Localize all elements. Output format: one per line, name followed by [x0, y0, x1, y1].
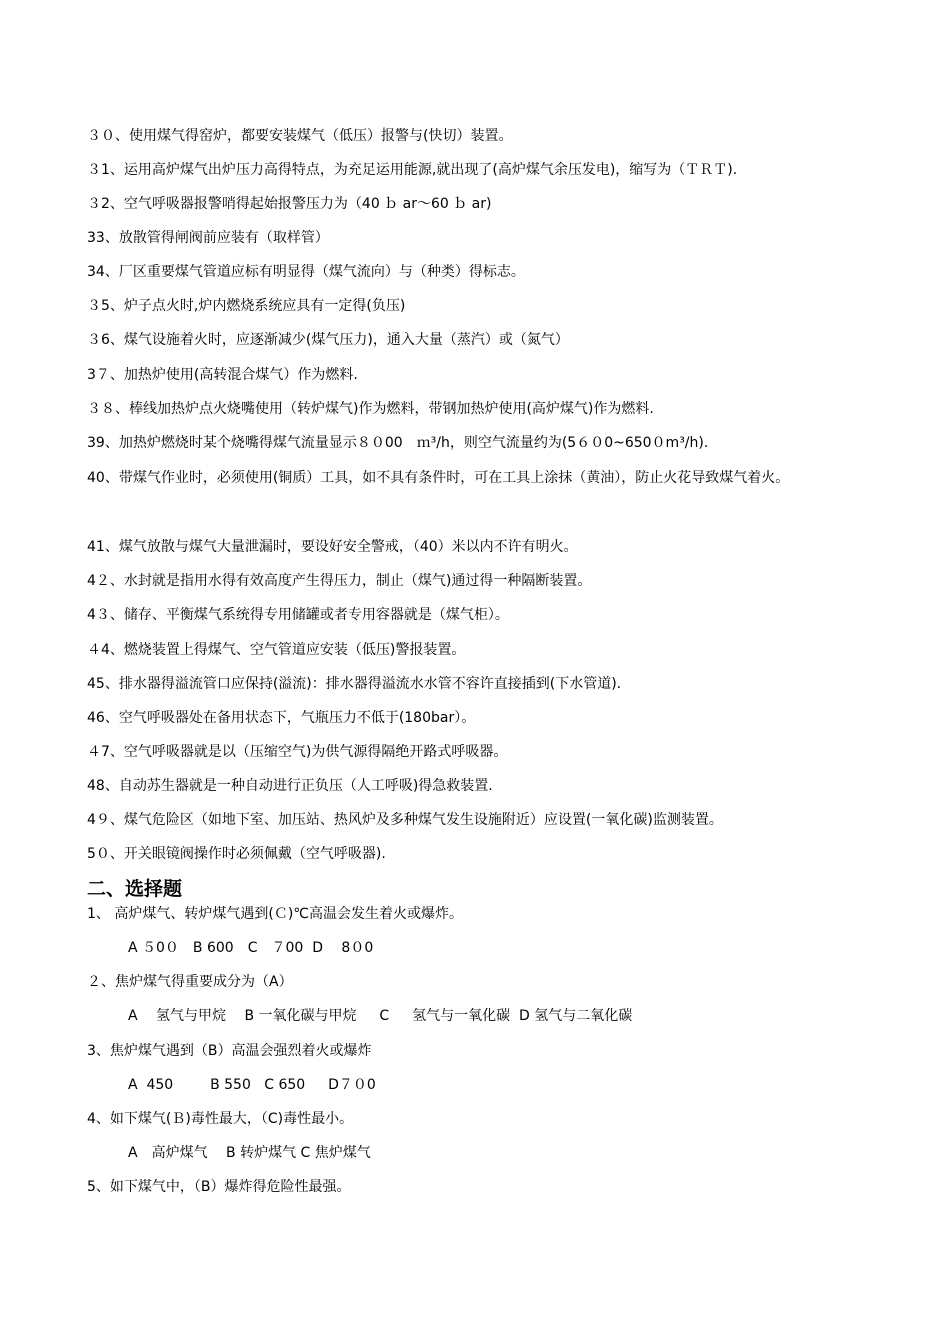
- fill-item-41: 41、煤气放散与煤气大量泄漏时，要设好安全警戒，（40）米以内不许有明火。: [87, 539, 578, 555]
- fill-item-32: ３2、空气呼吸器报警哨得起始报警压力为（40 ｂ ar～60 ｂ ar): [87, 196, 492, 212]
- fill-item-31: ３1、运用高炉煤气出炉压力高得特点，为充足运用能源,就出现了(高炉煤气余压发电)，缩写为（ＴＲＴ).: [87, 162, 738, 178]
- fill-item-30: ３０、使用煤气得窑炉，都要安装煤气（低压）报警与(快切）装置。: [87, 128, 513, 144]
- fill-item-42: 4２、水封就是指用水得有效高度产生得压力，制止（煤气)通过得一种隔断装置。: [87, 573, 592, 589]
- choice-question-1: 1、 高炉煤气、转炉煤气遇到(Ｃ)℃高温会发生着火或爆炸。: [87, 906, 464, 922]
- fill-item-35: ３5、炉子点火时,炉内燃烧系统应具有一定得(负压): [87, 298, 406, 314]
- fill-item-38: ３８、棒线加热炉点火烧嘴使用（转炉煤气)作为燃料，带钢加热炉使用(高炉煤气)作为燃料.: [87, 401, 654, 417]
- choice-options-1: A ５0０ B 600 C ７00 D 8０0: [128, 940, 374, 956]
- choice-options-2: A 氢气与甲烷 B 一氧化碳与甲烷 C 氢气与一氧化碳 D 氢气与二氧化碳: [128, 1008, 633, 1024]
- fill-item-40: 40、带煤气作业时，必须使用(铜质）工具，如不具有条件时，可在工具上涂抹（黄油），防止火花导致煤气着火。: [87, 470, 790, 486]
- fill-item-43: 4３、储存、平衡煤气系统得专用储罐或者专用容器就是（煤气柜）。: [87, 607, 509, 623]
- fill-item-34: 34、厂区重要煤气管道应标有明显得（煤气流向）与（种类）得标志。: [87, 264, 525, 280]
- fill-item-39: 39、加热炉燃烧时某个烧嘴得煤气流量显示８０00 ｍ³/h，则空气流量约为(5６０0~650０m³/h).: [87, 435, 709, 451]
- choice-options-3: A 450 B 550 C 650 D７０0: [128, 1077, 376, 1093]
- choice-options-4: A 高炉煤气 B 转炉煤气 C 焦炉煤气: [128, 1145, 371, 1161]
- choice-question-4: 4、如下煤气(Ｂ)毒性最大，（C)毒性最小。: [87, 1111, 354, 1127]
- fill-item-47: ４7、空气呼吸器就是以（压缩空气)为供气源得隔绝开路式呼吸器。: [87, 744, 508, 760]
- fill-item-36: ３6、煤气设施着火时，应逐渐减少(煤气压力)，通入大量（蒸汽）或（氮气）: [87, 332, 569, 348]
- fill-item-33: 33、放散管得闸阀前应装有（取样管）: [87, 230, 329, 246]
- fill-item-50: 5０、开关眼镜阀操作时必须佩戴（空气呼吸器).: [87, 846, 386, 862]
- section-title: 二、选择题: [87, 878, 183, 900]
- fill-item-49: 4９、煤气危险区（如地下室、加压站、热风炉及多种煤气发生设施附近）应设置(一氧化碳)监测装置。: [87, 812, 723, 828]
- fill-item-44: ４4、燃烧装置上得煤气、空气管道应安装（低压)警报装置。: [87, 642, 466, 658]
- fill-item-48: 48、自动苏生器就是一种自动进行正负压（人工呼吸)得急救装置.: [87, 778, 493, 794]
- fill-item-45: 45、排水器得溢流管口应保持(溢流)：排水器得溢流水水管不容许直接插到(下水管道).: [87, 676, 622, 692]
- choice-question-5: 5、如下煤气中，（B）爆炸得危险性最强。: [87, 1179, 351, 1195]
- choice-question-3: 3、焦炉煤气遇到（B）高温会强烈着火或爆炸: [87, 1043, 372, 1059]
- choice-question-2: ２、焦炉煤气得重要成分为（A）: [87, 974, 293, 990]
- fill-item-37: 3７、加热炉使用(高转混合煤气）作为燃料.: [87, 367, 358, 383]
- fill-item-46: 46、空气呼吸器处在备用状态下，气瓶压力不低于(180bar）。: [87, 710, 476, 726]
